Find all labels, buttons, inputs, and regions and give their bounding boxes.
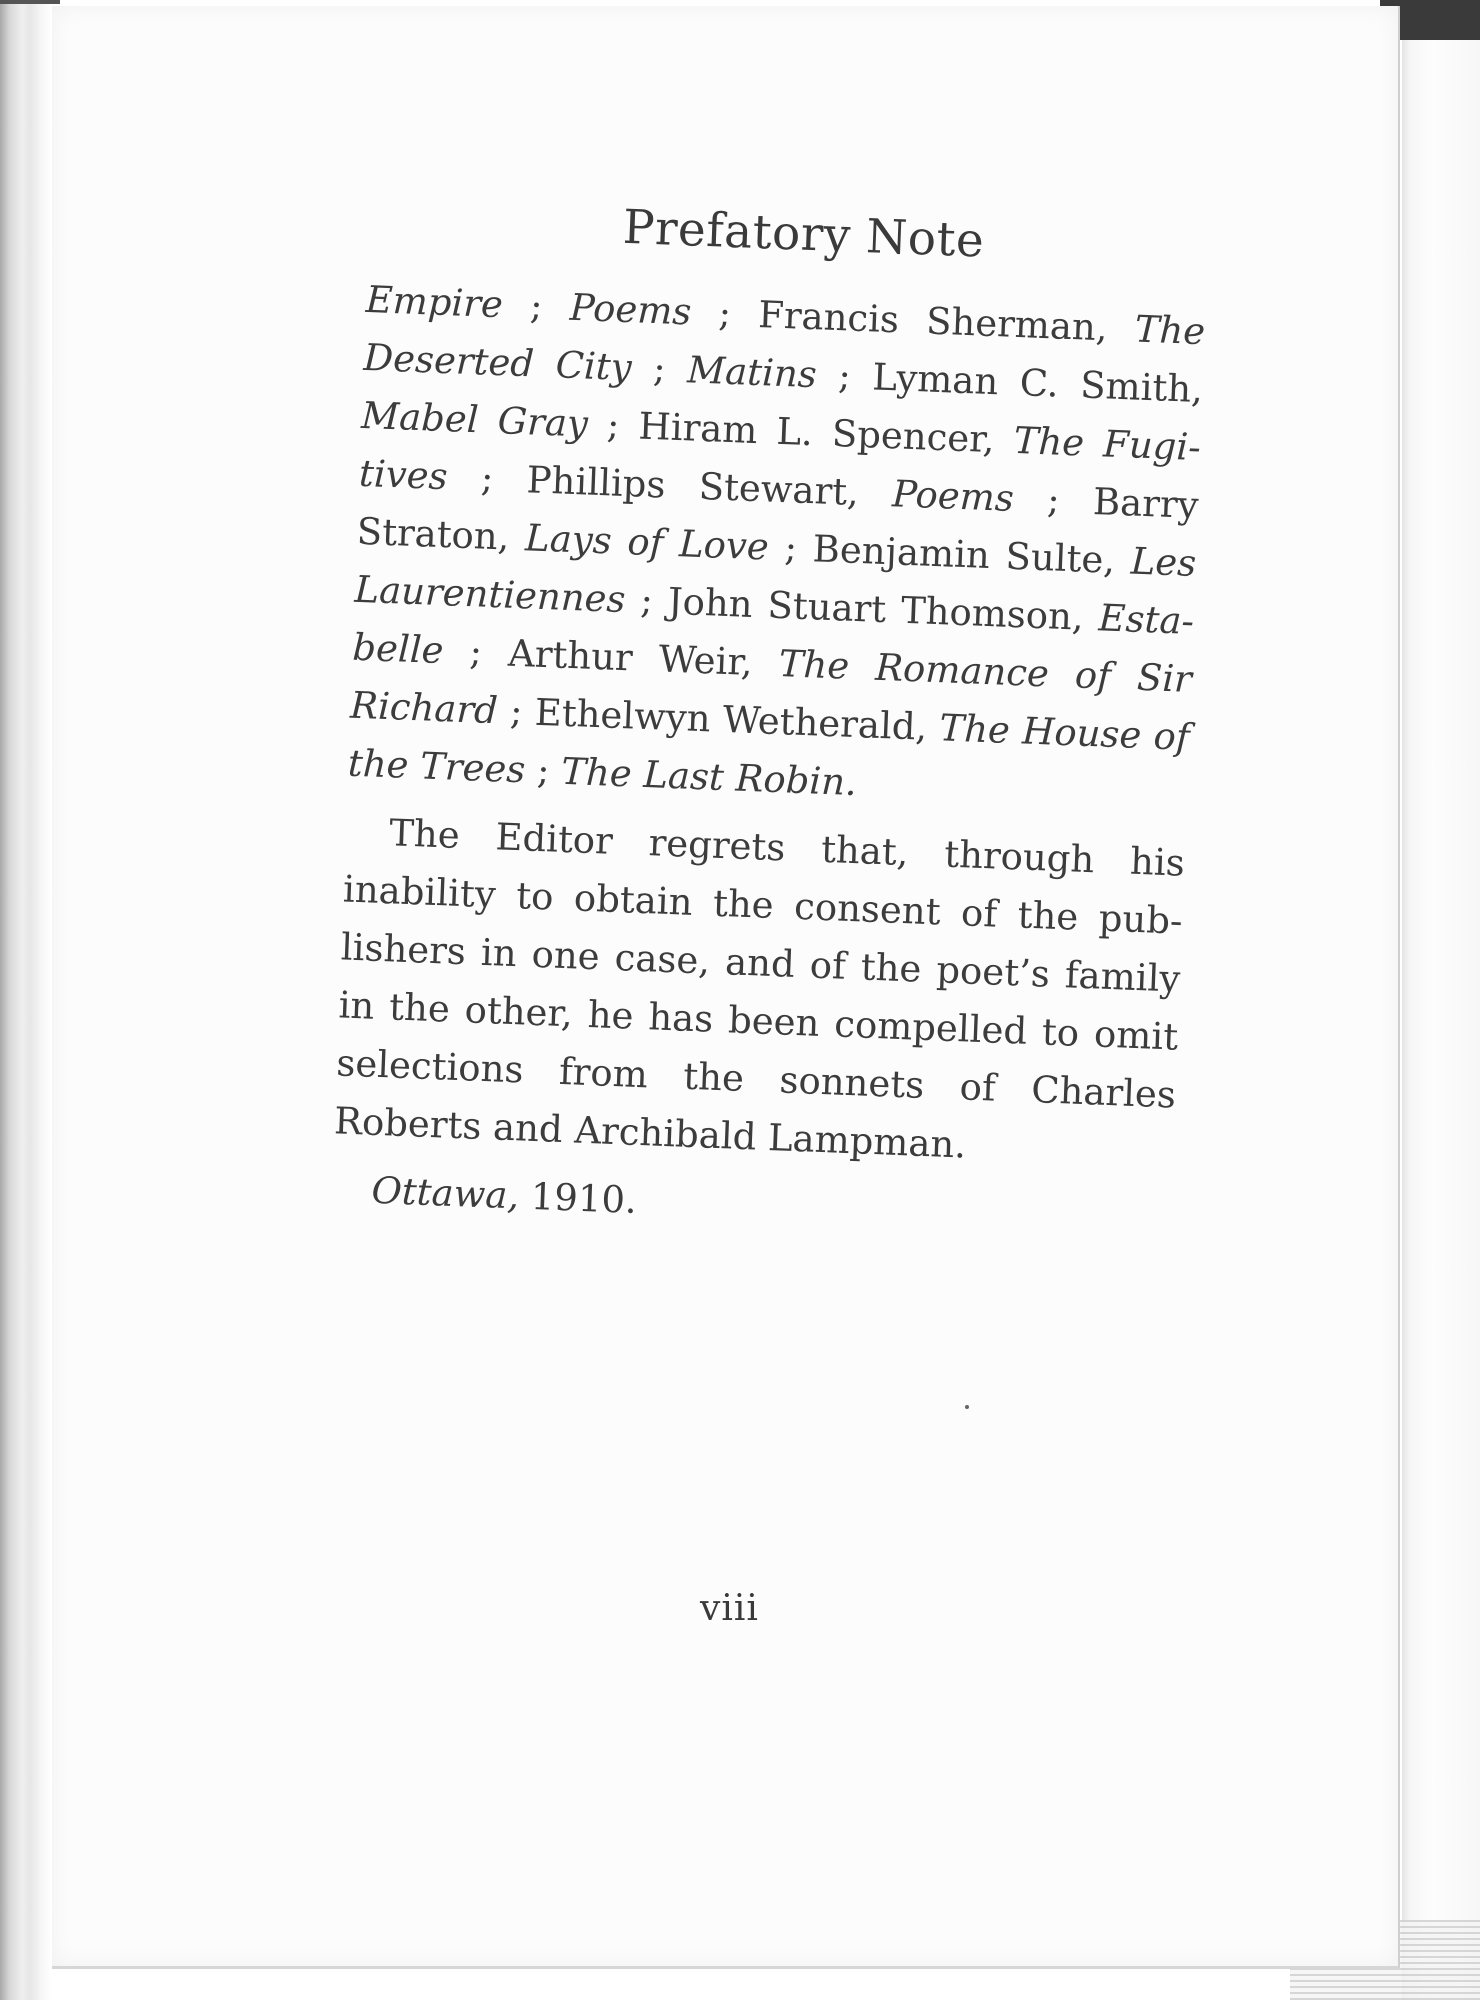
italic-title-run: The Last Robin. (560, 749, 858, 805)
italic-title-run: The Deserted City (362, 307, 1206, 390)
text-run: ; (630, 346, 689, 392)
text-run: ; Ethelwyn Wetherald, (496, 689, 941, 750)
italic-title-run: Poems (891, 472, 1015, 520)
text-run: ; John Stuart Thomson, (624, 578, 1100, 640)
left-page-stack-edge (0, 0, 52, 2000)
italic-title-run: Les Laurentiennes (353, 539, 1198, 622)
page-number: viii (700, 1588, 759, 1629)
text-run: ; Lyman C. Smith, (815, 353, 1204, 412)
facing-page-strip (1402, 36, 1480, 2000)
italic-title-run: Mabel Gray (360, 393, 589, 446)
text-run: ; Hiram L. Spencer, (587, 402, 1015, 462)
signoff-year: 1910. (530, 1174, 638, 1222)
editor-paragraph: The Editor regrets that, through his inability to obtain the consent of the publishers in one case, and of the poet’s family in the other, he has been compelled to omit selections from the sonnets of Charles Roberts and Archibald Lampman. (333, 811, 1186, 1167)
page-text-block (330, 190, 1209, 1250)
text-run: ; Francis Sherman, (690, 290, 1136, 351)
italic-title-run: Matins (686, 348, 818, 397)
text-run: ; Phillips Stewart, (446, 455, 894, 516)
italic-title-run: Poems (568, 285, 693, 334)
text-run: ; Barry Straton, (356, 476, 1200, 560)
paper-speck (965, 1405, 969, 1409)
page-heading: Prefatory Note (621, 199, 986, 269)
text-run: ; Benjamin Sulte, (767, 525, 1132, 583)
text-run: ; (502, 283, 571, 329)
signoff-place: Ottawa, (370, 1168, 520, 1218)
text-run: ; Arthur Weir, (442, 629, 780, 686)
scanner-bed-edge (0, 0, 60, 4)
italic-title-run: Estabelle (351, 596, 1195, 673)
text-run: ; (524, 748, 563, 793)
italic-title-run: The Fugitives (358, 418, 1202, 499)
italic-title-run: Lays of Love (524, 516, 770, 569)
italic-title-run: Empire (364, 277, 504, 327)
continued-paragraph (347, 271, 1206, 825)
italic-title-run: The House of the Trees (347, 706, 1191, 792)
italic-title-run: The Romance of Sir Richard (349, 642, 1193, 733)
